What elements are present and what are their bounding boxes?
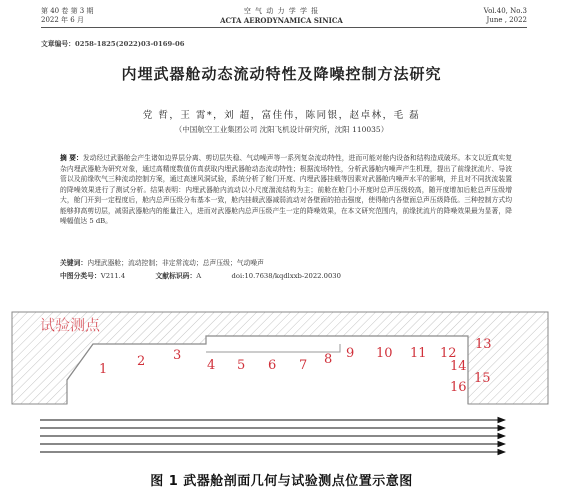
classification-line xyxy=(60,272,520,281)
test-point-7: 7 xyxy=(299,358,308,373)
doi-value: 10.7638/kqdlxxb-2022.0030 xyxy=(244,272,341,280)
test-point-annotation: 试验测点 xyxy=(40,316,101,334)
keywords-text: 内埋武器舱；流动控制；非定常流动；总声压级；气动噪声 xyxy=(87,259,264,267)
weapon-bay-figure xyxy=(0,290,563,468)
test-point-3: 3 xyxy=(173,348,182,363)
doc-code-label: 文献标识码： xyxy=(155,272,197,280)
test-point-4: 4 xyxy=(207,358,216,373)
abstract-label: 摘 要： xyxy=(60,154,83,162)
clc-label: 中图分类号： xyxy=(60,272,101,280)
header-rule xyxy=(41,27,527,28)
freestream-arrows xyxy=(40,420,505,452)
test-point-9: 9 xyxy=(346,346,355,361)
abstract xyxy=(60,153,512,227)
clc-value: V211.4 xyxy=(100,272,126,280)
volume-issue-en: Vol.40, No.3 xyxy=(483,7,527,15)
doi-label: doi: xyxy=(231,272,245,280)
keywords-label: 关键词： xyxy=(60,259,88,267)
paper-authors: 党 哲，王 霄*，刘 超，富佳伟，陈同银，赵卓林，毛 磊 xyxy=(142,110,421,121)
volume-issue: 第 40 卷 第 3 期 xyxy=(41,7,94,15)
test-point-2: 2 xyxy=(137,354,146,369)
bay-inner-ceiling xyxy=(206,344,340,352)
journal-name-en: ACTA AERODYNAMICA SINICA xyxy=(220,16,343,25)
abstract-text: 发动经过武器舱会产生诸如边界层分离、剪切层失稳、气动噪声等一系列复杂流动特性，进而可能对舱内设备和结构造成破坏。本文以近真实复杂内埋武器舱为研究对象，通过高精度数值仿真获取内埋武器舱动态流动特性；根据流场特性，分析武器舱内噪声产生机理，提出了前缘扰流片、导波管以及前缘吹气三种流动控制方案，通过高速风洞试验，系统分析了舱门开度、内埋武器挂载等因素对武器舱内噪声水平的影响，并且对不同扰流装置的降噪效果进行了测试分析。结果表明：内埋武器舱内流动以小尺度湍流结构为主；前舱在舱门小开度时总声压级较高，随开度增加后舱总声压级增大，舱门开到一定程度后，舱内总声压级分布基本一致，舱内挂载武器减弱流动对各壁面的拍击强度，使得舱内各壁面总声压级降低。三种控制方式均能够抑高剪切层，减弱武器舱内的能量注入，进而对武器舱内总声压级产生一定的降噪效果，在本文研究范围内，前缘扰流片的降噪效果最为显著，降噪幅值达 5 dB。 xyxy=(60,154,512,225)
test-point-10: 10 xyxy=(376,346,393,361)
doc-code-value: A xyxy=(196,272,202,280)
test-point-12: 12 xyxy=(440,346,457,361)
paper-title: 内埋武器舱动态流动特性及降噪控制方法研究 xyxy=(121,65,442,83)
issue-date: 2022 年 6 月 xyxy=(41,16,84,24)
keywords xyxy=(60,259,264,268)
figure-caption: 图 1 武器舱剖面几何与试验测点位置示意图 xyxy=(150,474,413,489)
test-point-8: 8 xyxy=(324,352,333,367)
test-point-5: 5 xyxy=(237,358,246,373)
journal-name-cn: 空 气 动 力 学 学 报 xyxy=(243,7,320,15)
test-point-15: 15 xyxy=(474,371,491,386)
paper-affiliation: （中国航空工业集团公司 沈阳飞机设计研究所，沈阳 110035） xyxy=(174,125,389,134)
test-point-labels xyxy=(99,337,492,395)
issue-date-en: June , 2022 xyxy=(486,16,527,24)
article-number: 文章编号：0258-1825(2022)03-0169-06 xyxy=(41,40,185,48)
journal-volume xyxy=(41,7,94,25)
test-point-11: 11 xyxy=(410,346,427,361)
test-point-14: 14 xyxy=(450,359,467,374)
journal-name xyxy=(160,7,403,25)
test-point-13: 13 xyxy=(475,337,492,352)
test-point-6: 6 xyxy=(268,358,277,373)
test-point-16: 16 xyxy=(450,380,467,395)
test-point-1: 1 xyxy=(99,362,108,377)
journal-volume-en xyxy=(484,7,527,25)
